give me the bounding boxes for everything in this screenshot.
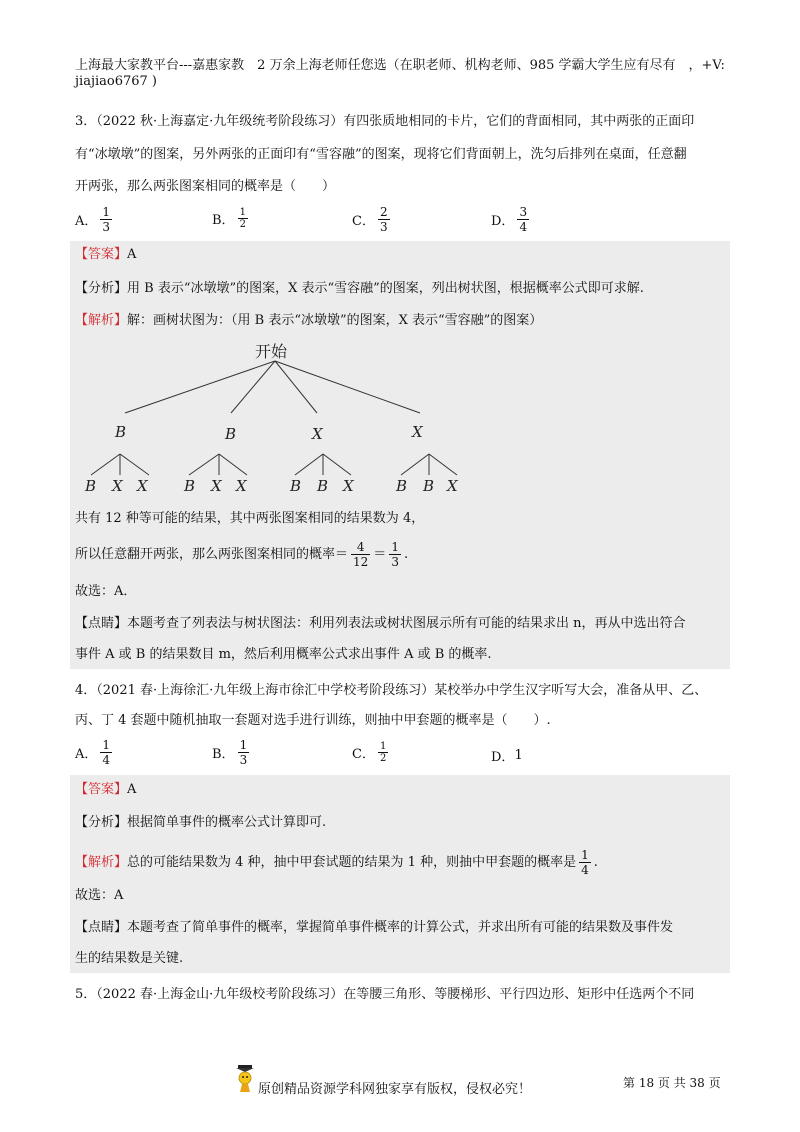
q3-comment-line-1: 【点睛】本题考查了列表法与树状图法：利用列表法或树状图展示所有可能的结果求出 n，再从中选出符合	[75, 616, 686, 631]
q4-choose: 故选：A	[75, 888, 124, 903]
tree-node: B	[115, 423, 127, 441]
q4-comment-line-1: 【点睛】本题考查了简单事件的概率，掌握简单事件概率的计算公式，并求出所有可能的结果数及事件发	[75, 920, 674, 935]
q5-stem-line-1: 5．（2022 春·上海金山·九年级校考阶段练习）在等腰三角形、等腰梯形、平行四边形、矩形中任选两个不同	[75, 987, 695, 1002]
q3-result-line-1: 共有 12 种等可能的结果，其中两张图案相同的结果数为 4，	[75, 511, 425, 526]
q3-comment-line-2: 事件 A 或 B 的结果数目 m，然后利用概率公式求出事件 A 或 B 的概率.	[75, 647, 492, 662]
q4-option-c: C． $\frac{1}{2}$	[352, 741, 387, 764]
q4-analysis: 【分析】根据简单事件的概率公式计算即可.	[75, 815, 327, 830]
q4-stem-line-1: 4．（2021 春·上海徐汇·九年级上海市徐汇中学校考阶段练习）某校举办中学生汉字听写大会，准备从甲、乙、	[75, 683, 708, 698]
q3-stem-line-3: 开两张，那么两张图案相同的概率是（ ）	[75, 179, 336, 194]
q3-stem-line-1: 3．（2022 秋·上海嘉定·九年级统考阶段练习）有四张质地相同的卡片，它们的背面相同，其中两张的正面印	[75, 114, 695, 129]
q3-answer: 【答案】A	[75, 247, 137, 262]
tree-leaf: B	[396, 477, 408, 495]
q4-comment-line-2: 生的结果数是关键.	[75, 951, 184, 966]
q3-stem-line-2: 有“冰墩墩”的图案，另外两张的正面印有“雪容融”的图案，现将它们背面朝上，洗匀后排列在桌面，任意翻	[75, 147, 687, 162]
footer-copyright: 原创精品资源学科网独家享有版权，侵权必究！	[258, 1082, 532, 1097]
q3-option-a: A． $\frac{1}{3}$	[75, 205, 111, 234]
q4-option-a: A． $\frac{1}{4}$	[75, 738, 111, 767]
tree-node: X	[312, 425, 323, 443]
tree-leaf: X	[343, 477, 354, 495]
mascot-icon	[234, 1064, 256, 1094]
tree-leaf: B	[85, 477, 97, 495]
tree-node: X	[412, 423, 423, 441]
tree-leaf: X	[137, 477, 148, 495]
header-line-1: 上海最大家教平台---嘉惠家教 2 万余上海老师任您选（在职老师、机构老师、985 学霸大学生应有尽有 ，+V:	[75, 58, 725, 73]
tree-diagram	[75, 337, 463, 499]
q3-option-b: B． $\frac{1}{2}$	[212, 207, 246, 230]
tree-leaf: X	[112, 477, 123, 495]
page-number: 第 18 页 共 38 页	[623, 1076, 721, 1090]
q4-answer: 【答案】A	[75, 782, 137, 797]
q4-stem-line-2: 丙、丁 4 套题中随机抽取一套题对选手进行训练，则抽中甲套题的概率是（ ）.	[75, 713, 551, 728]
tree-leaf: B	[290, 477, 302, 495]
tree-root: 开始	[255, 342, 288, 361]
q3-result-line-2: 所以任意翻开两张，那么两张图案相同的概率＝ $\frac{4}{12}$ ＝ $\frac{1}{3}$ .	[75, 540, 409, 569]
q4-option-d: D．1	[491, 748, 523, 765]
tree-leaf: B	[317, 477, 329, 495]
q3-analysis: 【分析】用 B 表示“冰墩墩”的图案，X 表示“雪容融”的图案，列出树状图，根据概率公式即可求解.	[75, 281, 644, 296]
tree-node: B	[225, 425, 237, 443]
q3-option-d: D． $\frac{3}{4}$	[491, 205, 528, 234]
tree-leaf: X	[211, 477, 222, 495]
q3-solution: 【解析】解：画树状图为：（用 B 表示“冰墩墩”的图案，X 表示“雪容融”的图案）	[75, 313, 543, 328]
q3-choose: 故选：A．	[75, 584, 137, 599]
q4-solution: 【解析】总的可能结果数为 4 种，抽中甲套试题的结果为 1 种，则抽中甲套题的概率是 $\frac{1}{4}$ .	[75, 848, 598, 877]
tree-leaf: B	[184, 477, 196, 495]
tree-leaf: X	[236, 477, 247, 495]
tree-leaf: X	[447, 477, 458, 495]
q3-option-c: C． $\frac{2}{3}$	[352, 205, 388, 234]
q4-option-b: B． $\frac{1}{3}$	[212, 738, 248, 767]
tree-leaf: B	[423, 477, 435, 495]
header-line-2: jiajiao6767 )	[75, 74, 157, 89]
